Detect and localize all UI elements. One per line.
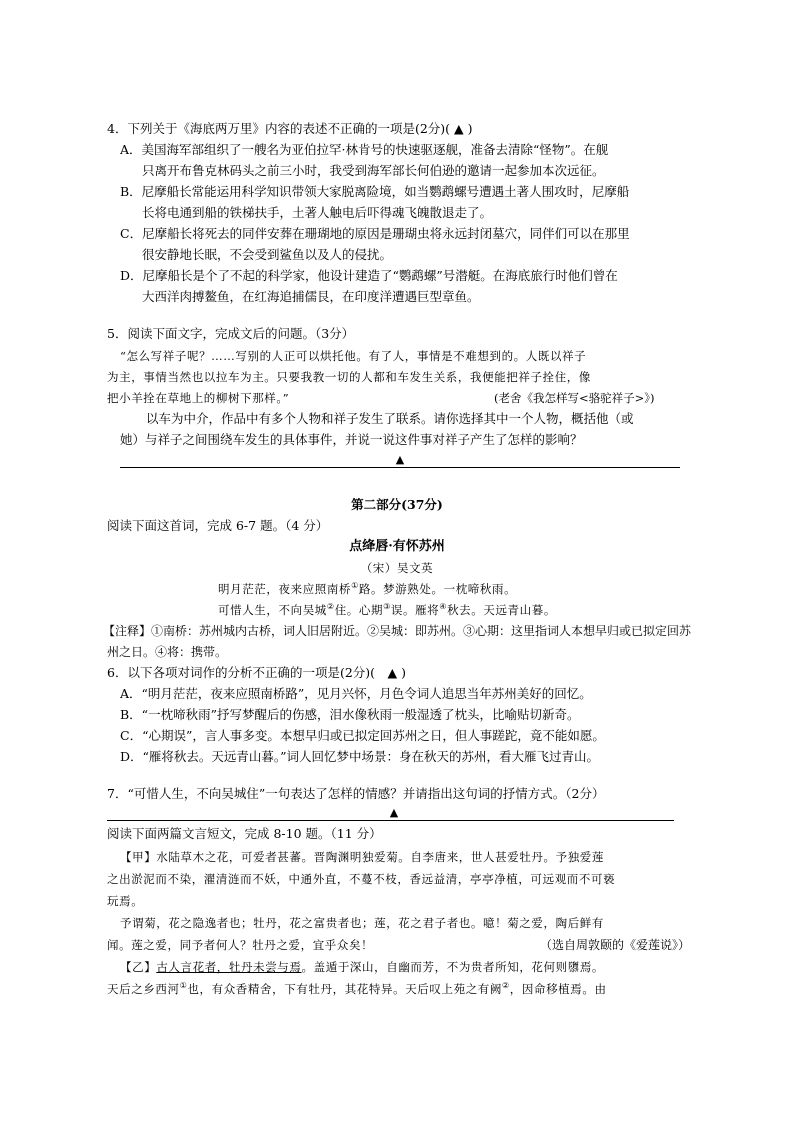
q4-option-a-line1: A．美国海军部组织了一艘名为亚伯拉罕·林肯号的快速驱逐舰，准备去清除“怪物”。在舰	[120, 142, 609, 157]
q5-source: (老舍《我怎样写<骆驼祥子>》)	[494, 391, 655, 405]
jia-line1: 【甲】水陆草木之花，可爱者甚蕃。晋陶渊明独爱菊。自李唐来，世人甚爱牡丹。予独爱莲	[120, 850, 604, 864]
q5-quote-line1: “怎么写祥子呢？……写别的人正可以烘托他。有了人，事情是不难想到的。人既以祥子	[120, 349, 587, 363]
q6-option-b: B．“一枕啼秋雨”抒写梦醒后的伤感，泪水像秋雨一般湿透了枕头，比喻贴切新奇。	[120, 707, 580, 722]
q6-stem: 6．以下各项对词作的分析不正确的一项是(2分)( ▲ )	[107, 665, 406, 680]
q6-option-a: A．“明月茫茫，夜来应照南桥路”，见月兴怀，月色令词人追思当年苏州美好的回忆。	[120, 686, 592, 701]
q5-answer-mark: ▲	[395, 453, 405, 466]
q5-question-line2: 她）与祥子之间围绕车发生的具体事件，并说一说这件事对祥子产生了怎样的影响？	[120, 432, 583, 447]
jia-line3: 玩焉。	[107, 894, 144, 908]
q7-answer-line	[107, 820, 674, 821]
q4-option-a-line2: 只离开布鲁克林码头之前三小时，我受到海军部长何伯逊的邀请一起参加本次远征。	[142, 163, 605, 178]
q7-stem: 7．“可惜人生，不向吴城住”一句表达了怎样的情感？并请指出这句词的抒情方式。（2分）	[107, 786, 605, 801]
q4-option-c-line2: 很安静地长眠，不会受到鲨鱼以及人的侵扰。	[142, 247, 393, 262]
poem-intro: 阅读下面这首词，完成 6-7 题。（4 分）	[107, 518, 329, 533]
poem-line-1: 明月茫茫，夜来应照南桥①路。梦游熟处。一枕啼秋雨。	[218, 581, 517, 596]
jia-line4: 予谓菊，花之隐逸者也；牡丹，花之富贵者也；莲，花之君子者也。噫！菊之爱，陶后鲜有	[120, 916, 604, 930]
yi-line2: 天后之乡西河①也，有众香精舍，下有牡丹，其花特异。天后叹上苑之有阙②，因命移植焉。由	[107, 981, 607, 996]
yi-line1: 【乙】古人言花者，牡丹未尝与焉。盖遁于深山，自幽而芳，不为贵者所知，花何则隳焉。	[120, 960, 605, 974]
q4-option-c-line1: C．尼摩船长将死去的同伴安葬在珊瑚地的原因是珊瑚虫将永远封闭墓穴，同伴们可以在那里	[120, 226, 630, 241]
jia-line5: 闻。莲之爱，同予者何人？牡丹之爱，宜乎众矣！	[107, 938, 374, 952]
q6-option-d: D．“雁将秋去。天远青山暮。”词人回忆梦中场景：身在秋天的苏州，看大雁飞过青山。	[120, 749, 600, 764]
part2-heading: 第二部分(37分)	[351, 497, 443, 512]
yi-underlined-sentence: 古人言花者，牡丹未尝与焉	[156, 960, 302, 974]
q5-quote-line3: 把小羊拴在草地上的柳树下那样。”	[107, 391, 290, 405]
poem-title: 点绛唇·有怀苏州	[349, 539, 445, 554]
q6-option-c: C．“心期误”，言人事多变。本想早归或已拟定回苏州之日，但人事蹉跎，竟不能如愿。	[120, 728, 605, 743]
q4-option-b-line2: 长将电通到船的铁梯扶手，土著人触电后吓得魂飞魄散退走了。	[142, 205, 493, 220]
q5-answer-line	[120, 467, 680, 468]
q5-stem: 5．阅读下面文字，完成文后的问题。（3分）	[107, 326, 355, 341]
poem-author: （宋）吴文英	[360, 561, 434, 575]
q4-option-d-line2: 大西洋肉搏鳌鱼，在红海追捕儒艮，在印度洋遭遇巨型章鱼。	[142, 289, 480, 304]
classical-intro: 阅读下面两篇文言短文，完成 8-10 题。（11 分）	[107, 826, 382, 841]
q5-quote-line2: 为主，事情当然也以拉车为主。只要我教一切的人都和车发生关系，我便能把祥子拴住，像	[107, 370, 591, 384]
poem-notes-line1: 【注释】①南桥：苏州城内古桥，词人旧居附近。②吴城：即苏州。③心期：这里指词人本想早归或已拟定回苏	[103, 624, 692, 638]
poem-notes-line2: 州之日。④将：携带。	[107, 645, 228, 659]
poem-line-2: 可惜人生，不向吴城②住。心期③误。雁将④秋去。天远青山暮。	[218, 602, 556, 617]
q4-option-b-line1: B．尼摩船长常能运用科学知识带领大家脱离险境，如当鹦鹉螺号遭遇土著人围攻时，尼摩船	[120, 184, 630, 199]
q7-answer-mark: ▲	[389, 806, 399, 819]
q4-option-d-line1: D．尼摩船长是个了不起的科学家，他设计建造了“鹦鹉螺”号潜艇。在海底旅行时他们曾在	[120, 268, 618, 283]
jia-source: （选自周敦颐的《爱莲说》）	[540, 938, 691, 952]
q4-stem: 4．下列关于《海底两万里》内容的表述不正确的一项是(2分)( ▲ )	[107, 121, 473, 136]
jia-line2: 之出淤泥而不染，濯清涟而不妖，中通外直，不蔓不枝，香远益清，亭亭净植，可远观而不可亵	[107, 872, 616, 886]
q5-question-line1: 以车为中介，作品中有多个人物和祥子发生了联系。请你选择其中一个人物，概括他（或	[146, 411, 634, 426]
